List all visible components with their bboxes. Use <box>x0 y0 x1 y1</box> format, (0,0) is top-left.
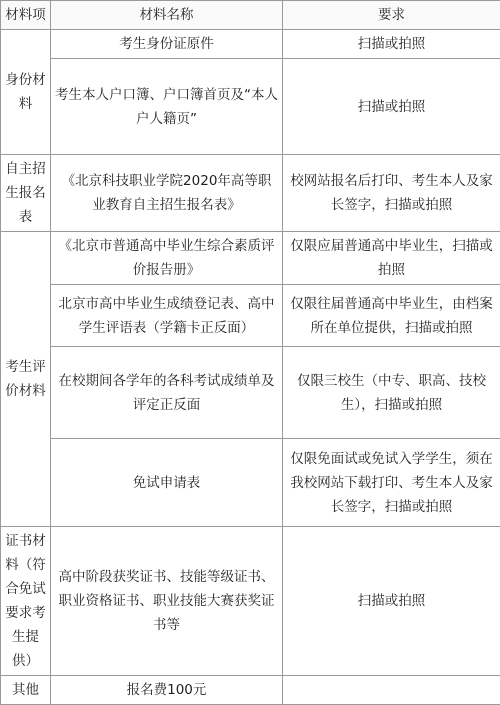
material-name-cell: 考生身份证原件 <box>51 30 283 59</box>
table-row <box>1 347 500 439</box>
material-name-cell: 免试申请表 <box>51 439 283 527</box>
material-name-cell: 在校期间各学年的各科考试成绩单及评定正反面 <box>51 347 283 439</box>
table-row <box>1 59 500 155</box>
material-name-cell: 高中阶段获奖证书、技能等级证书、职业资格证书、职业技能大赛获奖证书等 <box>51 527 283 676</box>
requirement-cell: 仅限免面试或免试入学学生，须在我校网站下载打印、考生本人及家长签字，扫描或拍照 <box>283 439 500 527</box>
table-row <box>1 30 500 59</box>
requirement-cell: 校网站报名后打印、考生本人及家长签字，扫描或拍照 <box>283 155 500 232</box>
material-name-cell: 报名费100元 <box>51 676 283 705</box>
material-name-cell: 《北京市普通高中毕业生综合素质评价报告册》 <box>51 232 283 285</box>
material-name-cell: 《北京科技职业学院2020年高等职业教育自主招生报名表》 <box>51 155 283 232</box>
category-cell-evaluation: 考生评价材料 <box>1 232 51 527</box>
category-cell-application-form: 自主招生报名表 <box>1 155 51 232</box>
requirement-cell: 扫描或拍照 <box>283 59 500 155</box>
table-row <box>1 439 500 527</box>
header-category: 材料项 <box>1 1 51 30</box>
requirement-cell: 仅限三校生（中专、职高、技校生），扫描或拍照 <box>283 347 500 439</box>
header-material-name: 材料名称 <box>51 1 283 30</box>
table-row <box>1 676 500 705</box>
category-cell-certificates: 证书材料（符合免试要求考生提供） <box>1 527 51 676</box>
table-row <box>1 155 500 232</box>
header-requirement: 要求 <box>283 1 500 30</box>
category-cell-identity: 身份材料 <box>1 30 51 155</box>
requirement-cell: 仅限往届普通高中毕业生，由档案所在单位提供，扫描或拍照 <box>283 285 500 347</box>
table-row <box>1 285 500 347</box>
table-row <box>1 527 500 676</box>
category-cell-other: 其他 <box>1 676 51 705</box>
header-row <box>1 1 500 30</box>
requirement-cell-empty <box>283 676 500 705</box>
requirement-cell: 扫描或拍照 <box>283 30 500 59</box>
table-row <box>1 232 500 285</box>
material-name-cell: 考生本人户口簿、户口簿首页及“本人户人籍页” <box>51 59 283 155</box>
material-name-cell: 北京市高中毕业生成绩登记表、高中学生评语表（学籍卡正反面） <box>51 285 283 347</box>
requirement-cell: 扫描或拍照 <box>283 527 500 676</box>
requirement-cell: 仅限应届普通高中毕业生，扫描或拍照 <box>283 232 500 285</box>
